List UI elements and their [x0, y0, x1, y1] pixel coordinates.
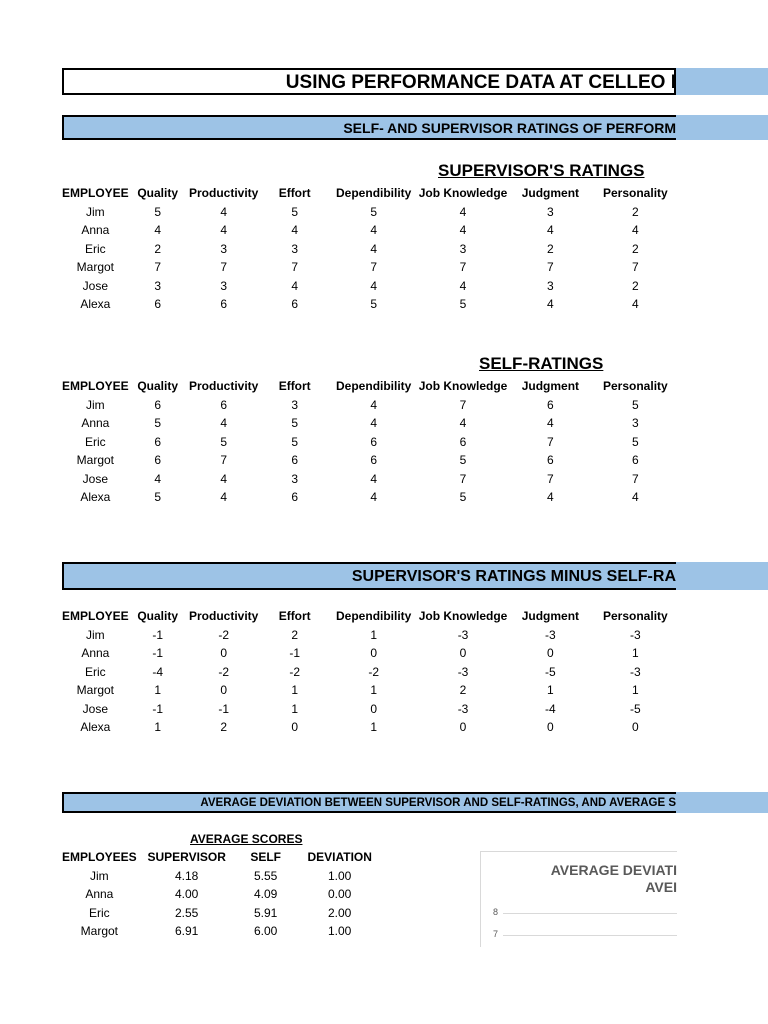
- value-cell: 5: [632, 397, 639, 412]
- value-cell: 6: [154, 397, 162, 412]
- value-cell: 6: [220, 397, 228, 412]
- value-cell: -1: [218, 701, 230, 716]
- self-table-row: [62, 451, 677, 470]
- column-header: Productivity: [189, 186, 259, 200]
- value-cell: 6: [547, 397, 554, 412]
- value-cell: 4: [220, 416, 228, 430]
- value-cell: 4: [547, 490, 554, 504]
- value-cell: -5: [630, 701, 641, 716]
- self-table-row: [62, 470, 677, 489]
- value-cell: 0: [459, 646, 467, 660]
- value-cell: 3: [291, 471, 299, 486]
- value-cell: 2: [291, 627, 299, 642]
- employee-name-cell: Jim: [86, 627, 105, 642]
- value-cell: -1: [289, 646, 301, 660]
- value-cell: 2: [154, 241, 162, 256]
- value-cell: 6: [632, 453, 639, 467]
- value-cell: 4: [632, 223, 639, 237]
- value-cell: 7: [547, 471, 554, 486]
- chart-title-line1: AVERAGE DEVIATI: [550, 862, 677, 878]
- value-cell: 0: [370, 646, 378, 660]
- value-cell: -2: [218, 627, 230, 642]
- supervisor-table-row: [62, 277, 677, 296]
- value-cell: -1: [152, 646, 164, 660]
- value-cell: 5: [632, 434, 639, 449]
- value-cell: 1: [291, 701, 299, 716]
- column-header: Dependibility: [336, 609, 412, 623]
- value-cell: 2.55: [175, 905, 199, 920]
- average-table-row: [62, 885, 385, 904]
- value-cell: -5: [545, 664, 556, 679]
- value-cell: 3: [547, 204, 554, 219]
- value-cell: 4: [547, 223, 554, 237]
- average-banner-title: AVERAGE DEVIATION BETWEEN SUPERVISOR AND SELF-RATINGS, AND AVERAGE S: [200, 797, 676, 809]
- supervisor-ratings-table: [62, 184, 677, 314]
- difference-table-row: [62, 644, 677, 663]
- value-cell: 3: [632, 416, 639, 430]
- difference-table-body: [62, 626, 677, 737]
- value-cell: -3: [457, 664, 469, 679]
- column-header: DEVIATION: [307, 850, 372, 864]
- value-cell: 0: [220, 646, 228, 660]
- value-cell: 2: [632, 241, 639, 256]
- employee-name-cell: Anna: [81, 416, 110, 430]
- employee-name-cell: Jim: [86, 204, 105, 219]
- value-cell: 7: [547, 434, 554, 449]
- column-header: Judgment: [521, 609, 580, 623]
- value-cell: 0: [459, 720, 467, 734]
- column-header: Job Knowledge: [418, 609, 508, 623]
- column-header: Personality: [603, 609, 668, 623]
- column-header: EMPLOYEE: [62, 379, 129, 393]
- value-cell: 6: [459, 434, 467, 449]
- value-cell: 0: [220, 683, 228, 697]
- value-cell: 4: [220, 471, 228, 486]
- employee-name-cell: Alexa: [80, 720, 111, 734]
- employee-name-cell: Anna: [81, 223, 110, 237]
- value-cell: -1: [152, 701, 164, 716]
- average-deviation-chart[interactable]: [480, 851, 677, 947]
- value-cell: 4.18: [175, 868, 199, 883]
- value-cell: -4: [152, 664, 164, 679]
- value-cell: 0: [547, 720, 554, 734]
- value-cell: 2: [547, 241, 554, 256]
- value-cell: 1: [632, 646, 639, 660]
- value-cell: 7: [632, 471, 639, 486]
- supervisor-table-row: [62, 221, 677, 240]
- value-cell: 5: [370, 204, 378, 219]
- value-cell: 2: [632, 204, 639, 219]
- column-header: Dependibility: [336, 186, 412, 200]
- employee-name-cell: Jim: [90, 868, 109, 883]
- supervisor-table-row: [62, 258, 677, 277]
- value-cell: 1: [370, 683, 378, 697]
- self-table-row: [62, 488, 677, 507]
- value-cell: -3: [630, 627, 641, 642]
- minus-banner-title: SUPERVISOR'S RATINGS MINUS SELF-RA: [351, 568, 676, 585]
- minus-banner-overflow: [676, 562, 768, 590]
- column-header: Quality: [137, 609, 179, 623]
- value-cell: 5: [459, 490, 467, 504]
- header-row: [62, 848, 385, 867]
- employee-name-cell: Jose: [82, 701, 109, 716]
- difference-table-header: [62, 607, 677, 626]
- employee-name-cell: Margot: [80, 924, 119, 938]
- self-ratings-heading: SELF-RATINGS: [479, 354, 604, 373]
- difference-table-row: [62, 626, 677, 645]
- column-header: SUPERVISOR: [147, 850, 226, 864]
- average-scores-table: [62, 848, 385, 941]
- value-cell: 4: [370, 223, 378, 237]
- column-header: Productivity: [189, 609, 259, 623]
- column-header: Quality: [137, 379, 179, 393]
- value-cell: 7: [459, 471, 467, 486]
- value-cell: 1: [154, 683, 162, 697]
- column-header: Job Knowledge: [418, 186, 508, 200]
- value-cell: 4: [220, 223, 228, 237]
- average-scores-label: AVERAGE SCORES: [190, 832, 303, 846]
- supervisor-table-row: [62, 295, 677, 314]
- employee-name-cell: Margot: [76, 260, 115, 274]
- value-cell: 6: [291, 490, 299, 504]
- chart-title-line2: AVEI: [645, 879, 677, 895]
- value-cell: 6: [154, 297, 162, 311]
- self-table-header: [62, 377, 677, 396]
- average-banner-overflow: [676, 792, 768, 813]
- value-cell: 0: [632, 720, 639, 734]
- value-cell: 4: [370, 490, 378, 504]
- value-cell: 4: [291, 223, 299, 237]
- difference-table-row: [62, 718, 677, 737]
- self-ratings-table: [62, 377, 677, 507]
- value-cell: 7: [632, 260, 639, 274]
- column-header: EMPLOYEE: [62, 609, 129, 623]
- value-cell: 4: [370, 241, 378, 256]
- employee-name-cell: Jose: [82, 471, 109, 486]
- value-cell: -2: [218, 664, 230, 679]
- column-header: Personality: [603, 379, 668, 393]
- value-cell: 4: [370, 278, 378, 293]
- column-header: Productivity: [189, 379, 259, 393]
- value-cell: 4: [370, 416, 378, 430]
- column-header: SELF: [250, 850, 282, 864]
- difference-table-row: [62, 700, 677, 719]
- value-cell: 4: [547, 297, 554, 311]
- value-cell: 4.09: [254, 887, 278, 901]
- value-cell: -4: [545, 701, 556, 716]
- employee-name-cell: Alexa: [80, 490, 111, 504]
- column-header: Personality: [603, 186, 668, 200]
- supervisor-table-row: [62, 203, 677, 222]
- column-header: Dependibility: [336, 379, 412, 393]
- value-cell: 1.00: [328, 924, 352, 938]
- value-cell: -2: [289, 664, 301, 679]
- header-row: [62, 377, 677, 396]
- average-table-row: [62, 922, 385, 941]
- average-table-body: [62, 867, 385, 941]
- supervisor-ratings-heading: SUPERVISOR'S RATINGS: [438, 161, 645, 180]
- supervisor-table-row: [62, 240, 677, 259]
- value-cell: 4: [547, 416, 554, 430]
- value-cell: 0: [547, 646, 554, 660]
- value-cell: 5: [154, 204, 162, 219]
- self-table-row: [62, 433, 677, 452]
- self-table-row: [62, 396, 677, 415]
- value-cell: 4: [459, 416, 467, 430]
- value-cell: 4.00: [175, 887, 199, 901]
- average-table-header: [62, 848, 385, 867]
- column-header: EMPLOYEE: [62, 186, 129, 200]
- value-cell: 7: [370, 260, 378, 274]
- value-cell: 4: [459, 204, 467, 219]
- value-cell: 6: [370, 434, 378, 449]
- value-cell: 0: [370, 701, 378, 716]
- value-cell: 1: [291, 683, 299, 697]
- employee-name-cell: Eric: [85, 241, 106, 256]
- value-cell: 5: [154, 490, 162, 504]
- value-cell: 5: [220, 434, 228, 449]
- value-cell: 4: [370, 397, 378, 412]
- value-cell: 7: [459, 260, 467, 274]
- value-cell: 6.91: [175, 924, 199, 938]
- average-table-row: [62, 867, 385, 886]
- value-cell: 5: [291, 204, 299, 219]
- header-row: [62, 184, 677, 203]
- column-header: Effort: [278, 609, 311, 623]
- difference-table-row: [62, 663, 677, 682]
- value-cell: 3: [547, 278, 554, 293]
- value-cell: 5: [291, 416, 299, 430]
- value-cell: 7: [547, 260, 554, 274]
- employee-name-cell: Anna: [81, 646, 110, 660]
- value-cell: 7: [220, 260, 228, 274]
- y-tick-label: 8: [493, 907, 499, 917]
- difference-table-row: [62, 681, 677, 700]
- employee-name-cell: Eric: [85, 664, 106, 679]
- value-cell: 4: [291, 278, 299, 293]
- column-header: Quality: [137, 186, 179, 200]
- page-title: USING PERFORMANCE DATA AT CELLEO I: [285, 72, 676, 93]
- value-cell: 6: [547, 453, 554, 467]
- value-cell: 1: [370, 720, 378, 734]
- gridline: [503, 935, 677, 936]
- value-cell: 4: [459, 278, 467, 293]
- value-cell: 2: [220, 720, 228, 734]
- value-cell: 6.00: [254, 924, 278, 938]
- value-cell: 5.55: [254, 868, 278, 883]
- column-header: Judgment: [521, 379, 580, 393]
- value-cell: 1: [547, 683, 554, 697]
- value-cell: 4: [459, 223, 467, 237]
- value-cell: 0: [291, 720, 299, 734]
- value-cell: 5: [291, 434, 299, 449]
- value-cell: 4: [220, 204, 228, 219]
- column-header: EMPLOYEES: [62, 850, 137, 864]
- value-cell: -1: [152, 627, 164, 642]
- employee-name-cell: Alexa: [80, 297, 111, 311]
- employee-name-cell: Eric: [89, 905, 110, 920]
- value-cell: 2: [459, 683, 467, 697]
- employee-name-cell: Margot: [76, 453, 115, 467]
- value-cell: 6: [154, 434, 162, 449]
- value-cell: 4: [632, 297, 639, 311]
- self-table-row: [62, 414, 677, 433]
- column-header: Effort: [278, 186, 311, 200]
- value-cell: 6: [291, 453, 299, 467]
- employee-name-cell: Jose: [82, 278, 109, 293]
- value-cell: 3: [291, 241, 299, 256]
- supervisor-table-header: [62, 184, 677, 203]
- self-table-body: [62, 396, 677, 507]
- value-cell: 4: [632, 490, 639, 504]
- value-cell: 4: [154, 471, 162, 486]
- value-cell: 2: [632, 278, 639, 293]
- value-cell: 3: [459, 241, 467, 256]
- column-header: Job Knowledge: [418, 379, 508, 393]
- value-cell: 6: [370, 453, 378, 467]
- supervisor-table-body: [62, 203, 677, 314]
- value-cell: 3: [154, 278, 162, 293]
- value-cell: 1: [632, 683, 639, 697]
- value-cell: 5: [154, 416, 162, 430]
- value-cell: 3: [291, 397, 299, 412]
- column-header: Effort: [278, 379, 311, 393]
- value-cell: 1: [154, 720, 162, 734]
- value-cell: 1.00: [328, 868, 352, 883]
- value-cell: 6: [220, 297, 228, 311]
- employee-name-cell: Margot: [76, 683, 115, 697]
- value-cell: 5: [370, 297, 378, 311]
- value-cell: 5: [459, 453, 467, 467]
- average-table-row: [62, 904, 385, 923]
- value-cell: 2.00: [328, 905, 352, 920]
- value-cell: -3: [630, 664, 641, 679]
- value-cell: -2: [368, 664, 380, 679]
- employee-name-cell: Anna: [85, 887, 114, 901]
- employee-name-cell: Eric: [85, 434, 106, 449]
- gridline: [503, 913, 677, 914]
- value-cell: 4: [370, 471, 378, 486]
- value-cell: 1: [370, 627, 378, 642]
- value-cell: 7: [220, 453, 228, 467]
- value-cell: -3: [545, 627, 556, 642]
- value-cell: 5: [459, 297, 467, 311]
- subtitle-banner-overflow: [676, 115, 768, 140]
- header-row: [62, 607, 677, 626]
- value-cell: 6: [291, 297, 299, 311]
- value-cell: 0.00: [328, 887, 352, 901]
- difference-table: [62, 607, 677, 737]
- value-cell: 7: [459, 397, 467, 412]
- value-cell: 6: [154, 453, 162, 467]
- value-cell: 5.91: [254, 905, 278, 920]
- value-cell: 3: [220, 278, 228, 293]
- value-cell: -3: [457, 701, 469, 716]
- page-subtitle: SELF- AND SUPERVISOR RATINGS OF PERFORM: [343, 120, 676, 136]
- employee-name-cell: Jim: [86, 397, 105, 412]
- title-banner-overflow: [676, 68, 768, 95]
- value-cell: 4: [220, 490, 228, 504]
- value-cell: 3: [220, 241, 228, 256]
- value-cell: 7: [154, 260, 162, 274]
- value-cell: 7: [291, 260, 299, 274]
- column-header: Judgment: [521, 186, 580, 200]
- value-cell: 4: [154, 223, 162, 237]
- value-cell: -3: [457, 627, 469, 642]
- y-tick-label: 7: [493, 929, 499, 939]
